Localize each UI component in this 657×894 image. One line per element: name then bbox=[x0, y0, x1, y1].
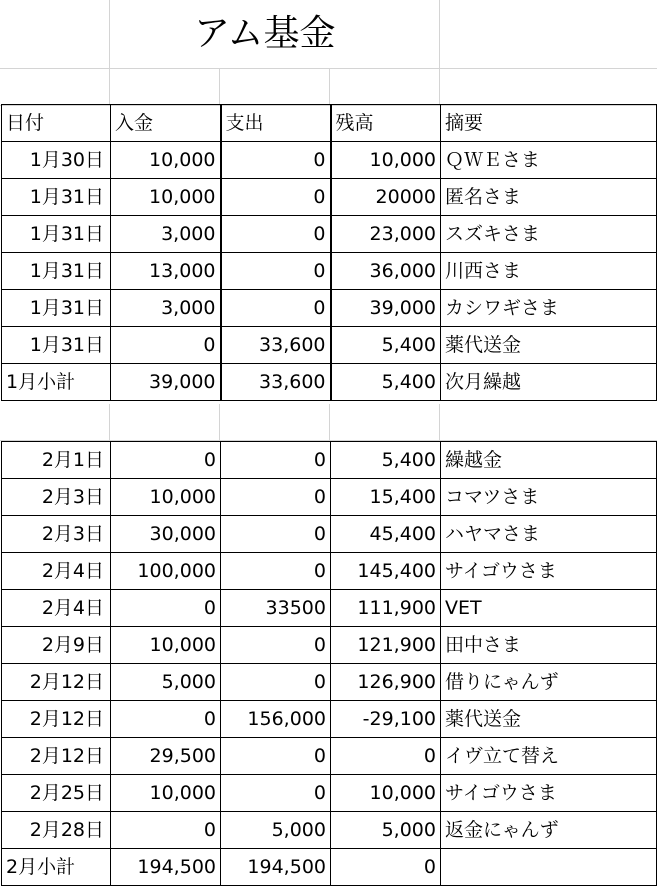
balance-cell[interactable]: 121,900 bbox=[331, 627, 441, 664]
column-header[interactable]: 摘要 bbox=[441, 105, 657, 142]
balance-cell[interactable]: 20000 bbox=[331, 179, 441, 216]
memo-cell[interactable]: 返金にゃんず bbox=[441, 812, 657, 849]
balance-cell[interactable]: 5,400 bbox=[331, 442, 441, 479]
deposit-cell[interactable]: 5,000 bbox=[111, 664, 221, 701]
expense-cell[interactable]: 0 bbox=[221, 516, 331, 553]
table-row bbox=[2, 738, 657, 775]
deposit-cell[interactable]: 10,000 bbox=[111, 179, 221, 216]
expense-cell[interactable]: 0 bbox=[221, 290, 331, 327]
deposit-cell[interactable]: 194,500 bbox=[111, 849, 221, 886]
memo-cell[interactable]: コマツさま bbox=[441, 479, 657, 516]
deposit-cell[interactable]: 100,000 bbox=[111, 553, 221, 590]
deposit-cell[interactable]: 10,000 bbox=[111, 627, 221, 664]
table-row bbox=[2, 775, 657, 812]
blank-row bbox=[0, 404, 657, 441]
memo-cell[interactable]: 匿名さま bbox=[441, 179, 657, 216]
expense-cell[interactable]: 0 bbox=[221, 253, 331, 290]
date-cell[interactable]: 1月小計 bbox=[2, 364, 111, 401]
blank-row bbox=[0, 69, 657, 106]
balance-cell[interactable]: 0 bbox=[331, 849, 441, 886]
balance-cell[interactable]: 10,000 bbox=[331, 142, 441, 179]
table-row bbox=[2, 590, 657, 627]
date-cell[interactable]: 2月4日 bbox=[2, 553, 111, 590]
deposit-cell[interactable]: 29,500 bbox=[111, 738, 221, 775]
expense-cell[interactable]: 156,000 bbox=[221, 701, 331, 738]
column-header[interactable]: 日付 bbox=[2, 105, 111, 142]
deposit-cell[interactable]: 13,000 bbox=[111, 253, 221, 290]
balance-cell[interactable]: 5,000 bbox=[331, 812, 441, 849]
expense-cell[interactable]: 0 bbox=[221, 627, 331, 664]
table-row bbox=[2, 364, 657, 401]
deposit-cell[interactable]: 10,000 bbox=[111, 142, 221, 179]
date-cell[interactable]: 1月31日 bbox=[2, 327, 111, 364]
deposit-cell[interactable]: 3,000 bbox=[111, 290, 221, 327]
column-header[interactable]: 支出 bbox=[221, 105, 331, 142]
table-row bbox=[2, 479, 657, 516]
date-cell[interactable]: 2月3日 bbox=[2, 516, 111, 553]
memo-cell[interactable]: カシワギさま bbox=[441, 290, 657, 327]
memo-cell[interactable]: 川西さま bbox=[441, 253, 657, 290]
memo-cell[interactable]: 次月繰越 bbox=[441, 364, 657, 401]
balance-cell[interactable]: -29,100 bbox=[331, 701, 441, 738]
balance-cell[interactable]: 39,000 bbox=[331, 290, 441, 327]
table-row bbox=[2, 216, 657, 253]
expense-cell[interactable]: 33,600 bbox=[221, 364, 331, 401]
expense-cell[interactable]: 0 bbox=[221, 775, 331, 812]
memo-cell[interactable]: 薬代送金 bbox=[441, 701, 657, 738]
deposit-cell[interactable]: 0 bbox=[111, 590, 221, 627]
date-cell[interactable]: 2月3日 bbox=[2, 479, 111, 516]
deposit-cell[interactable]: 30,000 bbox=[111, 516, 221, 553]
date-cell[interactable]: 2月9日 bbox=[2, 627, 111, 664]
expense-cell[interactable]: 0 bbox=[221, 664, 331, 701]
balance-cell[interactable]: 0 bbox=[331, 738, 441, 775]
date-cell[interactable]: 2月小計 bbox=[2, 849, 111, 886]
expense-cell[interactable]: 0 bbox=[221, 179, 331, 216]
memo-cell[interactable]: ハヤマさま bbox=[441, 516, 657, 553]
table-row bbox=[2, 253, 657, 290]
expense-cell[interactable]: 0 bbox=[221, 738, 331, 775]
balance-cell[interactable]: 36,000 bbox=[331, 253, 441, 290]
balance-cell[interactable]: 111,900 bbox=[331, 590, 441, 627]
memo-cell[interactable]: サイゴウさま bbox=[441, 775, 657, 812]
date-cell[interactable]: 1月31日 bbox=[2, 216, 111, 253]
balance-cell[interactable]: 5,400 bbox=[331, 327, 441, 364]
table-row bbox=[2, 553, 657, 590]
balance-cell[interactable]: 5,400 bbox=[331, 364, 441, 401]
february-ledger-table bbox=[1, 441, 657, 886]
deposit-cell[interactable]: 10,000 bbox=[111, 775, 221, 812]
date-cell[interactable]: 2月12日 bbox=[2, 664, 111, 701]
table-row bbox=[2, 290, 657, 327]
expense-cell[interactable]: 194,500 bbox=[221, 849, 331, 886]
memo-cell[interactable]: サイゴウさま bbox=[441, 553, 657, 590]
date-cell[interactable]: 2月28日 bbox=[2, 812, 111, 849]
date-cell[interactable]: 2月4日 bbox=[2, 590, 111, 627]
balance-cell[interactable]: 126,900 bbox=[331, 664, 441, 701]
date-cell[interactable]: 1月31日 bbox=[2, 253, 111, 290]
table-row bbox=[2, 327, 657, 364]
date-cell[interactable]: 1月31日 bbox=[2, 179, 111, 216]
table-row bbox=[2, 516, 657, 553]
table-row bbox=[2, 849, 657, 886]
balance-cell[interactable]: 15,400 bbox=[331, 479, 441, 516]
table-row bbox=[2, 179, 657, 216]
expense-cell[interactable]: 33,600 bbox=[221, 327, 331, 364]
memo-cell[interactable]: イヴ立て替え bbox=[441, 738, 657, 775]
table-row bbox=[2, 701, 657, 738]
january-ledger-table bbox=[1, 104, 657, 401]
expense-cell[interactable]: 0 bbox=[221, 142, 331, 179]
deposit-cell[interactable]: 0 bbox=[111, 442, 221, 479]
header-row bbox=[2, 105, 657, 142]
expense-cell[interactable]: 33500 bbox=[221, 590, 331, 627]
column-header[interactable]: 入金 bbox=[111, 105, 221, 142]
expense-cell[interactable]: 0 bbox=[221, 553, 331, 590]
expense-cell[interactable]: 0 bbox=[221, 442, 331, 479]
deposit-cell[interactable]: 0 bbox=[111, 701, 221, 738]
deposit-cell[interactable]: 10,000 bbox=[111, 479, 221, 516]
date-cell[interactable]: 2月12日 bbox=[2, 701, 111, 738]
deposit-cell[interactable]: 0 bbox=[111, 327, 221, 364]
balance-cell[interactable]: 145,400 bbox=[331, 553, 441, 590]
date-cell[interactable]: 2月12日 bbox=[2, 738, 111, 775]
balance-cell[interactable]: 23,000 bbox=[331, 216, 441, 253]
memo-cell[interactable]: スズキさま bbox=[441, 216, 657, 253]
expense-cell[interactable]: 0 bbox=[221, 216, 331, 253]
expense-cell[interactable]: 0 bbox=[221, 479, 331, 516]
deposit-cell[interactable]: 39,000 bbox=[111, 364, 221, 401]
memo-cell[interactable]: 借りにゃんず bbox=[441, 664, 657, 701]
column-header[interactable]: 残高 bbox=[331, 105, 441, 142]
table-row bbox=[2, 627, 657, 664]
sheet-title[interactable]: アム基金 bbox=[194, 13, 336, 54]
table-row bbox=[2, 442, 657, 479]
memo-cell[interactable]: VET bbox=[441, 590, 657, 627]
deposit-cell[interactable]: 0 bbox=[111, 812, 221, 849]
table-row bbox=[2, 812, 657, 849]
date-cell[interactable]: 2月25日 bbox=[2, 775, 111, 812]
table-row bbox=[2, 664, 657, 701]
expense-cell[interactable]: 5,000 bbox=[221, 812, 331, 849]
memo-cell[interactable]: ＱＷＥさま bbox=[441, 142, 657, 179]
balance-cell[interactable]: 45,400 bbox=[331, 516, 441, 553]
balance-cell[interactable]: 10,000 bbox=[331, 775, 441, 812]
memo-cell[interactable]: 薬代送金 bbox=[441, 327, 657, 364]
date-cell[interactable]: 2月1日 bbox=[2, 442, 111, 479]
date-cell[interactable]: 1月30日 bbox=[2, 142, 111, 179]
memo-cell[interactable]: 繰越金 bbox=[441, 442, 657, 479]
table-row bbox=[2, 142, 657, 179]
memo-cell[interactable] bbox=[441, 849, 657, 886]
title-row bbox=[0, 0, 657, 69]
deposit-cell[interactable]: 3,000 bbox=[111, 216, 221, 253]
date-cell[interactable]: 1月31日 bbox=[2, 290, 111, 327]
memo-cell[interactable]: 田中さま bbox=[441, 627, 657, 664]
